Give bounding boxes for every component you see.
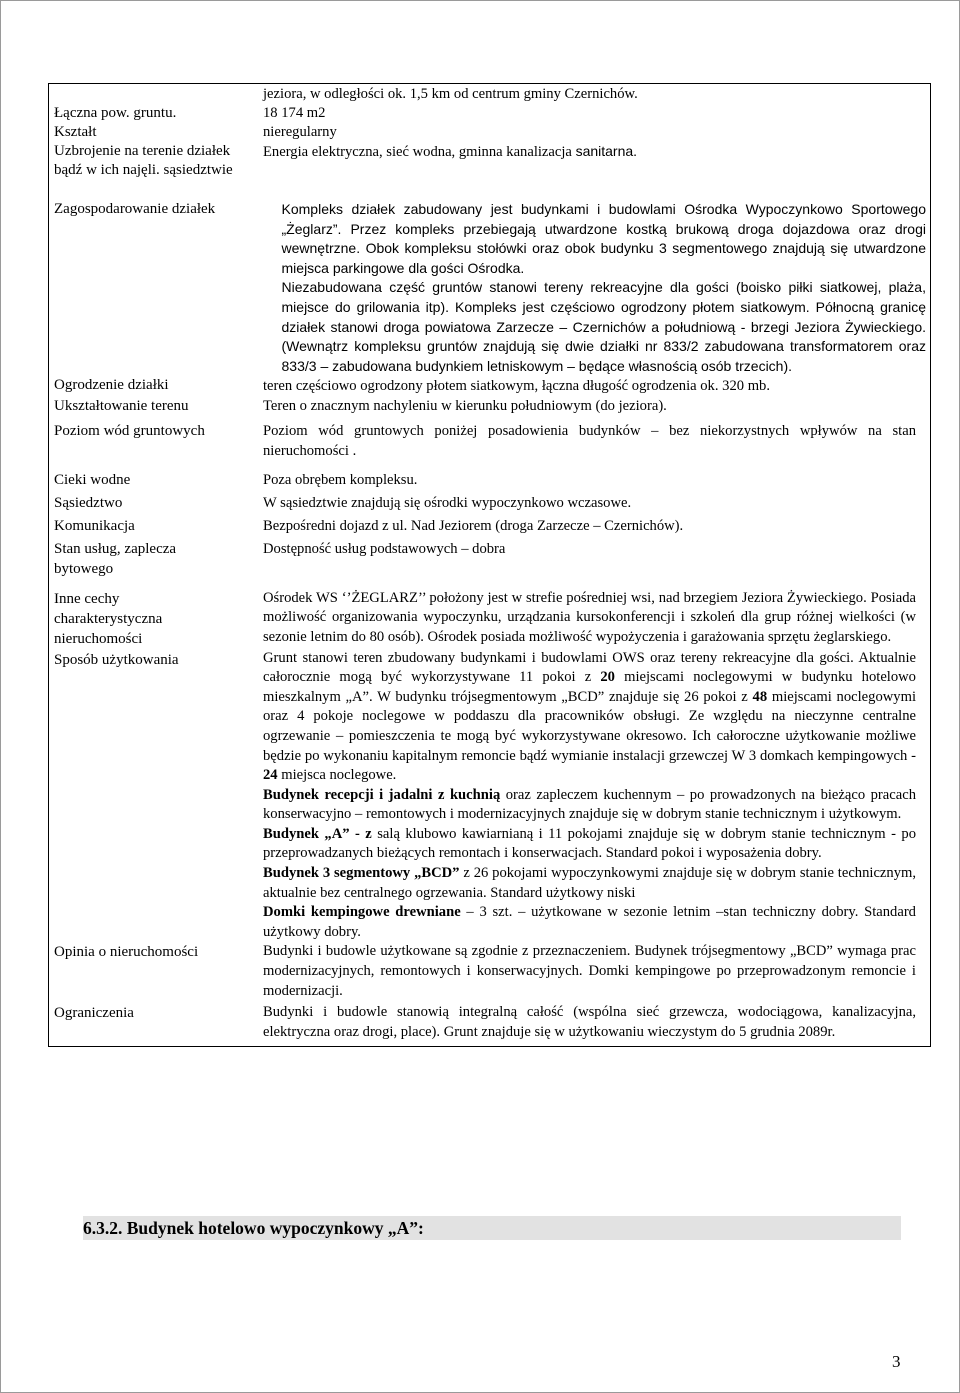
row-value: Dostępność usług podstawowych – dobra [263,540,506,557]
row-label: Uzbrojenie na terenie działek bądź w ich najęli. sąsiedztwie [54,143,233,178]
row-label: Sąsiedztwo [54,494,123,511]
row-label: Cieki wodne [54,471,131,488]
row-value: jeziora, w odległości ok. 1,5 km od centrum gminy Czernichów. [263,86,638,102]
row-value: Poza obrębem kompleksu. [263,471,418,488]
table-row [49,200,930,376]
value-bold: 48 [752,688,768,705]
table-row [49,649,930,943]
value-paragraph [263,903,916,942]
table-row [49,142,930,200]
value-text: miejscami noclegowymi w budynku hotelowo mieszkalnym „A”. W budynku trójsegmentowym „BCD” znajduje się 26 pokoi z [263,669,916,705]
table-row [49,516,930,536]
row-value: teren częściowo ogrodzony płotem siatkowym, łączna długość ogrodzenia ok. 320 mb. [263,378,770,395]
row-label: Łączna pow. gruntu. [54,105,177,121]
row-value [260,649,920,943]
table-row [49,942,930,1001]
value-text: miejsca noclegowe. [281,767,397,784]
value-paragraph [263,786,916,825]
table-row [49,376,930,396]
row-label: Komunikacja [54,517,135,534]
row-value: 18 174 m2 [263,105,326,121]
section-heading: 6.3.2. Budynek hotelowo wypoczynkowy „A”: [83,1216,901,1240]
table-row [49,470,930,490]
row-label: Inne cechy charakterystyczna nieruchomości [54,590,163,647]
value-paragraph [263,825,916,864]
value-text: sanitarna. [575,143,638,159]
row-value: W sąsiedztwie znajdują się ośrodki wypoczynkowo wczasowe. [263,494,632,511]
value-bold: Budynek 3 segmentowy „BCD” [263,865,460,882]
table-row [49,422,930,461]
row-value: Budynki i budowle użytkowane są zgodnie z przeznaczeniem. Budynek trójsegmentowy „BCD” wymaga prac modernizacyjnych, remontowych i konserwacyjnych. Domki kempingowe po przeprowadzonym remoncie i modernizacji. [263,943,916,999]
value-text: Grunt stanowi teren zbudowany budynkami i budowlami OWS oraz tereny rekreacyjne dla gości. Aktualnie całorocznie mogą być wykorzystywane 11 pokoi z [263,649,916,686]
row-label: Ukształtowanie terenu [54,398,189,415]
row-value: nieregularny [263,124,337,140]
value-text: oraz zapleczem kuchennym – po prowadzonych na bieżąco pracach konserwacyjno – remontowych i modernizacyjnych znajduje się w dobrym stanie technicznym i użytkowym. [263,786,916,823]
value-text: miejscami noclegowymi oraz 4 pokoje noclegowe w poddaszu dla pracowników obsługi. Ze względu na nieczynne centralne ogrzewanie – pomieszczenia te mogą być wykorzystywane okresowo. Ich całoroczne użytkowanie możliwe będzie po wykonaniu kapitalnym remoncie bądź wymianie instalacji grzewczej W 3 domkach kempingowych - [263,688,916,764]
table-row [49,396,930,416]
page-number: 3 [892,1352,901,1371]
row-value [260,200,930,376]
row-value [260,142,920,200]
row-value: Ośrodek WS ‘’ŻEGLARZ’’ położony jest w strefie pośredniej wsi, nad brzegiem Jeziora Żywieckiego. Posiada możliwość organizowania wypoczynku, urządzania kursokonferencji i szkoleń dla grup różnej wielkości (w sezonie letnim do 80 osób). Ośrodek posiada możliwość wypożyczenia i garażowania sprzętu żeglarskiego. [263,589,916,645]
row-value: Bezpośredni dojazd z ul. Nad Jeziorem (droga Zarzecze – Czernichów). [263,517,684,534]
value-bold: 20 [600,669,615,686]
table-row [49,104,930,123]
row-label: Stan usług, zaplecza bytowego [54,540,177,577]
row-value: Poziom wód gruntowych poniżej posadowienia budynków – bez niekorzystnych wpływów na stan nieruchomości . [263,423,916,459]
value-paragraph: Niezabudowana część gruntów stanowi tereny rekreacyjne dla gości (boisko piłki siatkowej, plaża, miejsce do grilowania itp). Kompleks jest częściowo ogrodzony płotem siatkowym. Północną granicę działek stanowi droga powiatowa Zarzecze – Czernichów a południową - brzegi Jeziora Żywieckiego.(Wewnątrz kompleksu gruntów znajdują się dwie działki nr 833/2 zabudowana transformatorem oraz 833/3 – zabudowana budynkiem letniskowym – będące własnością osób trzecich). [281,279,926,374]
table-row [49,84,930,104]
value-text: z 26 pokojami wypoczynkowymi znajduje się w dobrym stanie technicznym, aktualnie bez centralnego ogrzewania. Standard użytkowy niski [263,865,916,901]
value-paragraph [263,864,916,903]
row-label: Ograniczenia [54,1005,134,1022]
row-label: Sposób użytkowania [54,651,179,668]
value-bold: Domki kempingowe drewniane [263,904,461,921]
value-paragraph [263,649,916,786]
row-label: Opinia o nieruchomości [54,944,199,961]
row-label: Zagospodarowanie działek [54,201,216,217]
value-text: salą klubowo kawiarnianą i 11 pokojami znajduje się w dobrym stanie technicznym - po przeprowadzanych bieżących remontach i konserwacjach. Standard pokoi i wyposażenia dobry. [263,825,917,862]
value-bold: Budynek recepcji i jadalni z kuchnią [263,786,501,803]
row-label: Ogrodzenie działki [54,377,169,394]
value-bold: Budynek „A” - z [263,825,372,842]
row-value: Teren o znacznym nachyleniu w kierunku południowym (do jeziora). [263,398,667,415]
table-row [49,123,930,142]
value-bold: 24 [263,767,278,784]
row-label: Kształt [54,124,97,140]
table-row [49,1003,930,1046]
value-paragraph: Kompleks działek zabudowany jest budynkami i budowlami Ośrodka Wypoczynkowo Sportowego „Żeglarz”. Przez kompleks przebiegają utwardzone kostką brukową droga dojazdowa oraz drogi wewnętrzne. Obok kompleksu stołówki oraz obok budynku 3 segmentowego znajdują się utwardzone miejsca parkingowe dla gości Ośrodka. [281,201,926,276]
value-text: – 3 szt. – użytkowane w sezonie letnim –stan techniczny dobry. Standard użytkowy dobry. [263,904,916,940]
row-label [49,84,260,104]
table-row [49,589,930,649]
value-text: Energia elektryczna, sieć wodna, gminna kanalizacja [263,144,572,160]
table-row [49,539,930,579]
row-value: Budynki i budowle stanowią integralną całość (wspólna sieć grzewcza, wodociągowa, kanalizacyjna, elektryczna oraz drogi, place). Grunt znajduje się w użytkowaniu wieczystym do 5 grudnia 2089r. [263,1004,916,1040]
table-row [49,493,930,513]
row-label: Poziom wód gruntowych [54,423,205,440]
property-table [48,83,931,1047]
